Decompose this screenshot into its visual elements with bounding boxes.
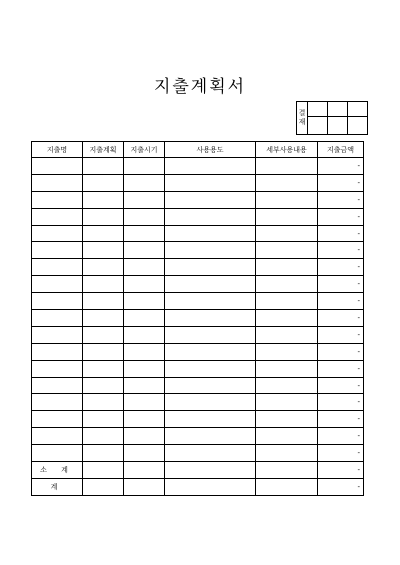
amount-cell[interactable]: - [318,428,364,445]
table-cell[interactable] [256,242,318,259]
table-cell[interactable] [256,360,318,377]
table-cell[interactable] [83,208,124,225]
table-cell[interactable] [83,428,124,445]
amount-cell[interactable]: - [318,158,364,175]
table-cell[interactable] [256,208,318,225]
table-cell[interactable] [83,225,124,242]
table-cell[interactable] [165,445,256,462]
table-row [32,343,364,360]
table-cell[interactable] [165,191,256,208]
table-cell[interactable] [256,191,318,208]
column-header: 사용용도 [165,142,256,158]
table-cell[interactable] [32,259,83,276]
approval-box [296,101,368,135]
table-cell[interactable] [32,310,83,327]
table-cell[interactable] [83,360,124,377]
table-cell[interactable] [256,462,318,479]
table-cell[interactable] [124,242,165,259]
table-cell[interactable] [256,310,318,327]
table-cell[interactable] [83,394,124,411]
amount-cell[interactable]: - [318,377,364,394]
table-cell[interactable] [165,225,256,242]
amount-cell[interactable]: - [318,445,364,462]
approval-header-cell[interactable] [328,102,348,117]
table-cell[interactable] [124,293,165,310]
amount-cell[interactable]: - [318,208,364,225]
table-cell[interactable] [124,462,165,479]
table-row [32,158,364,175]
table-row [32,276,364,293]
table-cell[interactable] [256,225,318,242]
table-cell[interactable] [165,242,256,259]
table-cell[interactable] [165,360,256,377]
table-cell[interactable] [32,428,83,445]
table-cell[interactable] [165,276,256,293]
table-cell[interactable] [32,158,83,175]
table-cell[interactable] [256,445,318,462]
column-header: 지출명 [32,142,83,158]
page-title: 지출계획서 [153,77,247,97]
table-cell[interactable] [256,259,318,276]
table-cell[interactable] [124,259,165,276]
table-cell[interactable] [124,360,165,377]
table-row [32,310,364,327]
table-cell[interactable] [83,191,124,208]
table-cell[interactable] [256,428,318,445]
table-cell[interactable] [124,343,165,360]
approval-sign-cell[interactable] [328,117,348,135]
amount-cell[interactable]: - [318,242,364,259]
table-cell[interactable] [165,326,256,343]
amount-cell[interactable]: - [318,360,364,377]
approval-sign-cell[interactable] [348,117,368,135]
table-cell[interactable] [32,276,83,293]
amount-cell[interactable]: - [318,411,364,428]
table-cell[interactable] [83,478,124,495]
amount-cell[interactable]: - [318,293,364,310]
table-cell[interactable] [32,445,83,462]
table-row [32,326,364,343]
table-cell[interactable] [256,411,318,428]
table-cell[interactable] [32,360,83,377]
table-cell[interactable] [124,377,165,394]
table-cell[interactable] [124,411,165,428]
table-row [32,242,364,259]
table-cell[interactable] [83,174,124,191]
table-row [32,445,364,462]
table-cell[interactable] [83,462,124,479]
table-cell[interactable] [124,225,165,242]
table-cell[interactable] [83,242,124,259]
table-cell[interactable] [165,428,256,445]
table-cell[interactable] [32,326,83,343]
table-row [32,360,364,377]
table-header-row [32,142,364,158]
amount-cell[interactable]: - [318,310,364,327]
amount-cell[interactable]: - [318,276,364,293]
subtotal-label: 소 계 [32,462,83,479]
table-cell[interactable] [124,191,165,208]
table-cell[interactable] [83,411,124,428]
table-cell[interactable] [83,276,124,293]
amount-cell[interactable]: - [318,343,364,360]
subtotal-amount[interactable]: - [318,462,364,479]
table-cell[interactable] [256,394,318,411]
table-cell[interactable] [124,208,165,225]
table-cell[interactable] [83,158,124,175]
amount-cell[interactable]: - [318,174,364,191]
table-cell[interactable] [256,343,318,360]
table-cell[interactable] [256,293,318,310]
amount-cell[interactable]: - [318,394,364,411]
table-cell[interactable] [124,158,165,175]
table-row [32,208,364,225]
table-row [32,191,364,208]
table-row [32,174,364,191]
table-cell[interactable] [32,411,83,428]
column-header: 지출계획 [83,142,124,158]
expense-plan-table [31,141,364,496]
table-cell[interactable] [124,174,165,191]
table-row [32,411,364,428]
table-row [32,293,364,310]
total-row [32,478,364,495]
column-header: 지출금액 [318,142,364,158]
column-header: 지출시기 [124,142,165,158]
table-cell[interactable] [256,326,318,343]
table-cell[interactable] [83,293,124,310]
approval-label-top: 결 [298,109,306,117]
table-cell[interactable] [32,242,83,259]
table-cell[interactable] [83,310,124,327]
table-row [32,377,364,394]
table-cell[interactable] [32,343,83,360]
table-cell[interactable] [165,293,256,310]
subtotal-row [32,462,364,479]
table-cell[interactable] [165,259,256,276]
table-row [32,225,364,242]
table-cell[interactable] [165,462,256,479]
table-cell[interactable] [256,377,318,394]
table-cell[interactable] [165,411,256,428]
table-cell[interactable] [32,293,83,310]
table-cell[interactable] [32,394,83,411]
table-cell[interactable] [165,377,256,394]
table-cell[interactable] [32,377,83,394]
amount-cell[interactable]: - [318,225,364,242]
approval-label-bottom: 재 [298,118,306,126]
table-row [32,394,364,411]
table-cell[interactable] [124,445,165,462]
table-cell[interactable] [256,174,318,191]
approval-sign-cell[interactable] [308,117,328,135]
table-row [32,259,364,276]
table-cell[interactable] [83,259,124,276]
table-cell[interactable] [165,158,256,175]
table-cell[interactable] [124,310,165,327]
table-cell[interactable] [256,276,318,293]
table-cell[interactable] [165,394,256,411]
table-cell[interactable] [124,478,165,495]
table-cell[interactable] [165,310,256,327]
table-cell[interactable] [83,326,124,343]
total-amount[interactable]: - [318,478,364,495]
table-cell[interactable] [32,225,83,242]
amount-cell[interactable]: - [318,326,364,343]
table-cell[interactable] [124,326,165,343]
total-label: 계 [32,478,83,495]
amount-cell[interactable]: - [318,259,364,276]
table-cell[interactable] [165,174,256,191]
table-cell[interactable] [83,445,124,462]
table-cell[interactable] [124,394,165,411]
table-row [32,428,364,445]
table-cell[interactable] [124,276,165,293]
amount-cell[interactable]: - [318,191,364,208]
table-cell[interactable] [32,208,83,225]
table-cell[interactable] [165,478,256,495]
approval-label [297,102,308,135]
table-cell[interactable] [32,191,83,208]
table-cell[interactable] [83,377,124,394]
approval-header-cell[interactable] [348,102,368,117]
approval-header-cell[interactable] [308,102,328,117]
table-cell[interactable] [165,208,256,225]
table-cell[interactable] [256,478,318,495]
table-cell[interactable] [83,343,124,360]
column-header: 세부사용내용 [256,142,318,158]
table-cell[interactable] [165,343,256,360]
table-cell[interactable] [256,158,318,175]
table-cell[interactable] [124,428,165,445]
table-cell[interactable] [32,174,83,191]
